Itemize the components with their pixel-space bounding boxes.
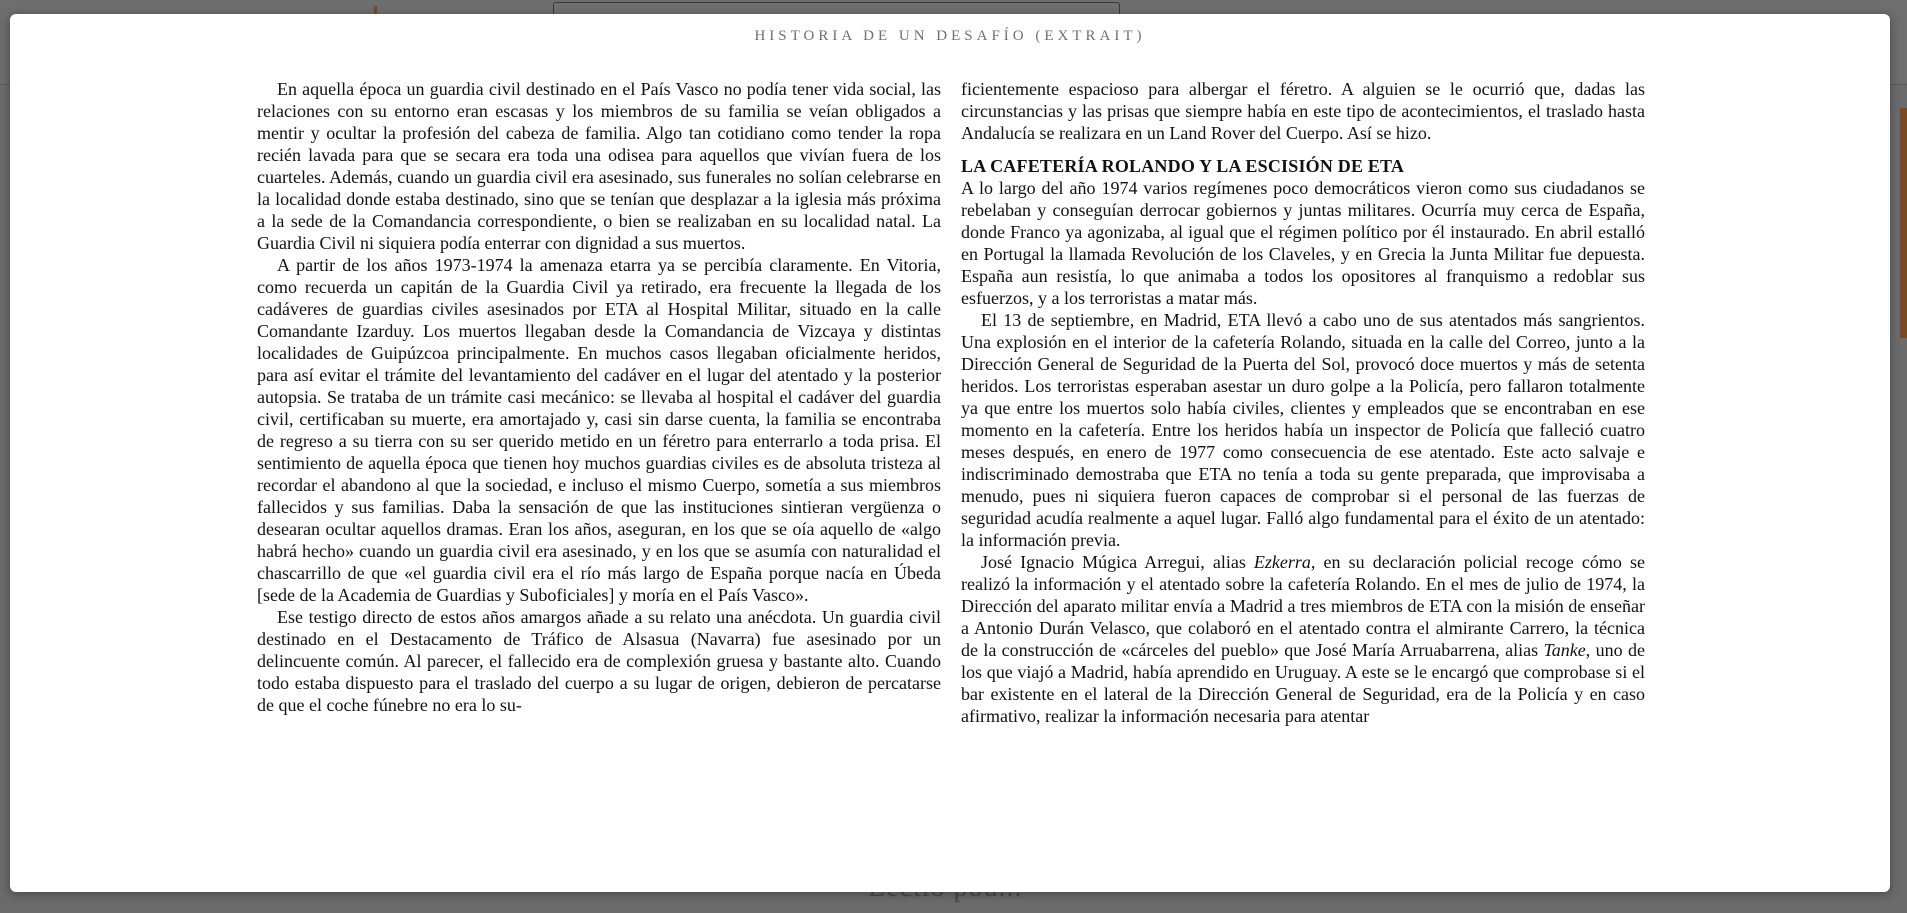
paragraph: A partir de los años 1973-1974 la amenaza etarra ya se percibía claramente. En Vitoria, como recuerda un capitán de la Guardia Civil ya retirado, era frecuente la llegada de los cadáveres de guardias civiles asesinados por ETA al Hospital Militar, situado en la calle Comandante Izarduy. Los muertos llegaban desde la Comandancia de Vizcaya y distintas localidades de Guipúzcoa principalmente. En muchos casos llegaban oficialmente heridos, para así evitar el trámite del levantamiento del cadáver en el lugar del atentado y la posterior autopsia. Se trataba de un trámite casi mecánico: se llevaba al hospital el cadáver del guardia civil, certificaban su muerte, era amortajado y, casi sin darse cuenta, la familia se encontraba de regreso a su tierra con su ser querido metido en un féretro para enterrarlo a toda prisa. El sentimiento de aquella época que tienen hoy muchos guardias civiles es de absoluta tristeza al recordar el abandono al que la sociedad, e incluso el mismo Cuerpo, sometía a sus miembros fallecidos y sus familias. Daba la sensación de que las instituciones sintieran vergüenza o desearan ocultar aquellos dramas. Eran los años, aseguran, en los que se oía aquello de «algo habrá hecho» cuando un guardia civil era asesinado, y en los que se asumía con naturalidad el chascarrillo de que «el guardia civil era el río más largo de España porque nacía en Úbeda [sede de la Academia de Guardias y Suboficiales] y moría en el País Vasco». [257,255,941,605]
paragraph: A lo largo del año 1974 varios regímenes poco democráticos vieron como sus ciudadanos se rebelaban y conseguían derrocar gobiernos y juntas militares. Ocurría muy cerca de España, donde Franco ya agonizaba, al igual que el régimen político por él instaurado. En abril estalló en Portugal la llamada Revolución de los Claveles, y en Grecia la Junta Militar fue depuesta. España aun resistía, lo que animaba a todos los opositores al franquismo a redoblar sus esfuerzos, y a los terroristas a matar más. [961,178,1645,308]
paragraph: En aquella época un guardia civil destinado en el País Vasco no podía tener vida social, las relaciones con su entorno eran escasas y los miembros de su familia se veían obligados a mentir y ocultar la profesión del cabeza de familia. Algo tan cotidiano como tender la ropa recién lavada para que se secara era toda una odisea para aquellos que vivían fuera de los cuarteles. Además, cuando un guardia civil era asesinado, sus funerales no solían celebrarse en la localidad donde estaba destinado, sino que se tenían que desplazar a la iglesia más próxima a la sede de la Comandancia correspondiente, o bien se realizaban en su localidad natal. La Guardia Civil ni siquiera podía enterrar con dignidad a sus muertos. [257,79,941,253]
right-text-column [961,78,1645,727]
alias-italic: Tanke [1543,640,1586,660]
left-text-column [257,78,941,716]
text-run: José Ignacio Múgica Arregui, alias [981,552,1254,572]
text-run: , uno de los que viajó a Madrid, había aprendido en Uruguay. A este se le encargó que comprobase si el bar existente en el lateral de la Dirección General de Seguridad, era de la Policía y en caso afirmativo, realizar la información necesaria para atentar [961,640,1645,726]
background-scroll-accent [1900,108,1907,338]
reader-modal [10,14,1890,892]
paragraph [961,551,1645,727]
alias-italic: Ezkerra [1253,552,1311,572]
paragraph: Ese testigo directo de estos años amargos añade a su relato una anécdota. Un guardia civil destinado en el Destacamento de Tráfico de Alsasua (Navarra) fue asesinado por un delincuente común. Al parecer, el fallecido era de complexión gruesa y bastante alto. Cuando todo estaba dispuesto para el traslado del cuerpo a su lugar de origen, debieron de percatarse de que el coche fúnebre no era lo su- [257,607,941,715]
modal-title: HISTORIA DE UN DESAFÍO (EXTRAIT) [754,28,1146,44]
paragraph: El 13 de septiembre, en Madrid, ETA llevó a cabo uno de sus atentados más sangrientos. Una explosión en el interior de la cafetería Rolando, situada en la calle del Correo, junto a la Dirección General de Seguridad de la Puerta del Sol, provocó doce muertos y más de setenta heridos. Los terroristas esperaban asestar un duro golpe a la Policía, pero fallaron totalmente ya que entre los muertos solo había civiles, clientes y empleados que se encontraban en ese momento en la cafetería. Entre los heridos había un inspector de Policía que falleció cuatro meses después, en enero de 1977 como consecuencia de ese atentado. Este acto salvaje e indiscriminado demostraba que ETA no tenía a toda su gente preparada, que improvisaba a menudo, pues ni siquiera fueron capaces de comprobar si el personal de las fuerzas de seguridad acudía realmente a aquel lugar. Falló algo fundamental para el éxito de un atentado: la información previa. [961,310,1645,550]
section-heading: LA CAFETERÍA ROLANDO Y LA ESCISIÓN DE ETA [961,156,1405,176]
text-run: , en su declaración policial recoge cómo se realizó la información y el atentado sobre la cafetería Rolando. En el mes de julio de 1974, la Dirección del aparato militar envía a Madrid a tres miembros de ETA con la misión de enseñar a Antonio Durán Velasco, que colaboró en el atentado contra el almirante Carrero, la técnica de la construcción de «cárceles del pueblo» que José María Arruabarrena, alias [961,552,1645,660]
paragraph: ficientemente espacioso para albergar el féretro. A alguien se le ocurrió que, dadas las circunstancias y las prisas que siempre había en este tipo de acontecimientos, el traslado hasta Andalucía se realizara en un Land Rover del Cuerpo. Así se hizo. [961,79,1645,143]
